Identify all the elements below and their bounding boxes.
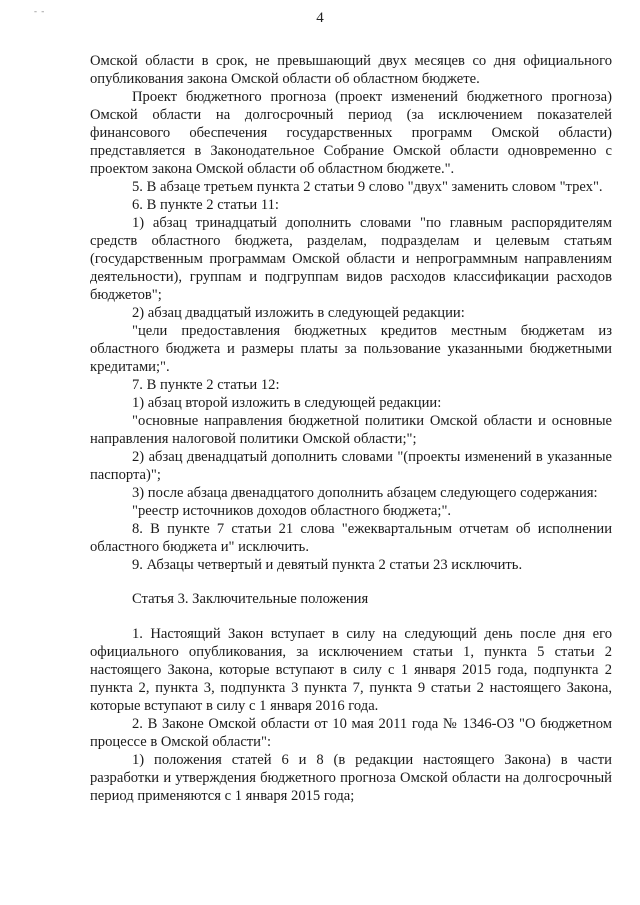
paragraph-item-7-1-text: "основные направления бюджетной политики Омской области и основные направления налоговой политики Омской области;"; [90,413,612,447]
paragraph-item-9: 9. Абзацы четвертый и девятый пункта 2 статьи 23 исключить. [132,557,523,573]
corner-mark: - - [34,6,46,16]
paragraph-article-3-2-1: 1) положения статей 6 и 8 (в редакции настоящего Закона) в части разработки и утверждения бюджетного прогноза Омской области на долгосрочный период применяются с 1 января 2015 года; [90,752,612,804]
paragraph-article-3-1: 1. Настоящий Закон вступает в силу на следующий день после дня его официального опубликования, за исключением статьи 1, пункта 5 статьи 2 настоящего Закона, которые вступают в силу с 1 января 2015 года, подпункта 2 пункта 2, пункта 3, подпункта 3 пункта 7, пункта 9 статьи 2 настоящего Закона, которые вступают в силу с 1 января 2016 года. [90,626,612,714]
paragraph-article-3-2: 2. В Законе Омской области от 10 мая 2011 года № 1346-ОЗ "О бюджетном процессе в Омской области": [90,716,612,750]
page-number: 4 [316,10,324,26]
paragraph-item-7: 7. В пункте 2 статьи 12: [132,377,280,393]
document-body [90,52,612,805]
paragraph-item-6-2-text: "цели предоставления бюджетных кредитов местным бюджетам из областного бюджета и размеры платы за пользование указанными бюджетными кредитами;". [90,323,612,375]
article-3-heading: Статья 3. Заключительные положения [132,591,369,607]
paragraph-continuation: Омской области в срок, не превышающий двух месяцев со дня официального опубликования закона Омской области об областном бюджете. [90,53,612,87]
paragraph-item-7-3: 3) после абзаца двенадцатого дополнить абзацем следующего содержания: [132,485,598,501]
paragraph-item-7-3-text: "реестр источников доходов областного бюджета;". [132,503,452,519]
paragraph-budget-forecast: Проект бюджетного прогноза (проект изменений бюджетного прогноза) Омской области на долгосрочный период (за исключением показателей финансового обеспечения государственных программ Омской области) представляется в Законодательное Собрание Омской области одновременно с проектом закона Омской области об областном бюджете.". [90,89,612,177]
paragraph-item-6: 6. В пункте 2 статьи 11: [132,197,279,213]
paragraph-item-6-1: 1) абзац тринадцатый дополнить словами "по главным распорядителям средств областного бюджета, разделам, подразделам и целевым статьям (государственным программам Омской области и непрограммным направлениям деятельности), группам и подгруппам видов расходов классификации расходов бюджетов"; [90,215,612,303]
paragraph-item-7-2: 2) абзац двенадцатый дополнить словами "(проекты изменений в указанные паспорта)"; [90,449,612,483]
paragraph-item-8: 8. В пункте 7 статьи 21 слова "ежеквартальным отчетам об исполнении областного бюджета и" исключить. [90,521,612,555]
paragraph-item-6-2: 2) абзац двадцатый изложить в следующей редакции: [132,305,465,321]
paragraph-item-7-1: 1) абзац второй изложить в следующей редакции: [132,395,442,411]
paragraph-item-5: 5. В абзаце третьем пункта 2 статьи 9 слово "двух" заменить словом "трех". [132,179,603,195]
